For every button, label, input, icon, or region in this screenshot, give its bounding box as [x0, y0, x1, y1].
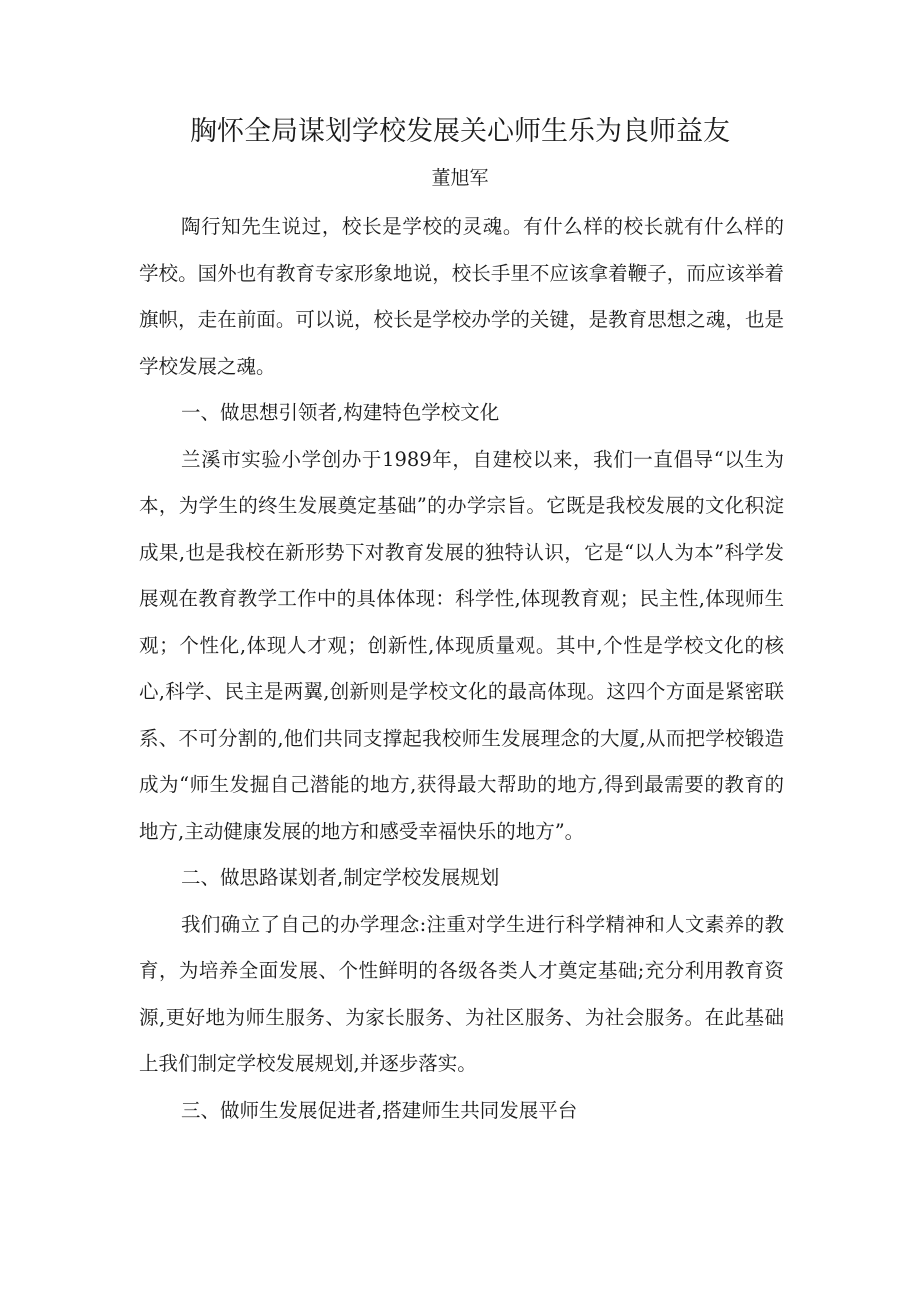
- document-body: [139, 204, 784, 1134]
- document-author: 董旭军: [431, 167, 489, 189]
- section-heading-3: 三、做师生发展促进者,搭建师生共同发展平台: [181, 1098, 578, 1122]
- paragraph-intro: 陶行知先生说过，校长是学校的灵魂。有什么样的校长就有什么样的学校。国外也有教育专家形象地说，校长手里不应该拿着鞭子，而应该举着旗帜，走在前面。可以说，校长是学校办学的关键，是教育思想之魂，也是学校发展之魂。: [139, 215, 784, 378]
- paragraph-section-2: 我们确立了自己的办学理念:注重对学生进行科学精神和人文素养的教育，为培养全面发展、个性鲜明的各级各类人才奠定基础;充分利用教育资源,更好地为师生服务、为家长服务、为社区服务、为社会服务。在此基础上我们制定学校发展规划,并逐步落实。: [139, 912, 784, 1075]
- section-heading-2: 二、做思路谋划者,制定学校发展规划: [181, 866, 500, 889]
- document-title: 胸怀全局谋划学校发展关心师生乐为良师益友: [190, 116, 730, 147]
- section-heading-1: 一、做思想引领者,构建特色学校文化: [181, 401, 500, 424]
- paragraph-section-1: 兰溪市实验小学创办于1989年，自建校以来，我们一直倡导“以生为本，为学生的终生发展奠定基础”的办学宗旨。它既是我校发展的文化积淀成果,也是我校在新形势下对教育发展的独特认识，它是“以人为本”科学发展观在教育教学工作中的具体体现：科学性,体现教育观；民主性,体现师生观；个性化,体现人才观；创新性,体现质量观。其中,个性是学校文化的核心,科学、民主是两翼,创新则是学校文化的最高体现。这四个方面是紧密联系、不可分割的,他们共同支撑起我校师生发展理念的大厦,从而把学校锻造成为“师生发掘自己潜能的地方,获得最大帮助的地方,得到最需要的教育的地方,主动健康发展的地方和感受幸福快乐的地方”。: [139, 447, 784, 843]
